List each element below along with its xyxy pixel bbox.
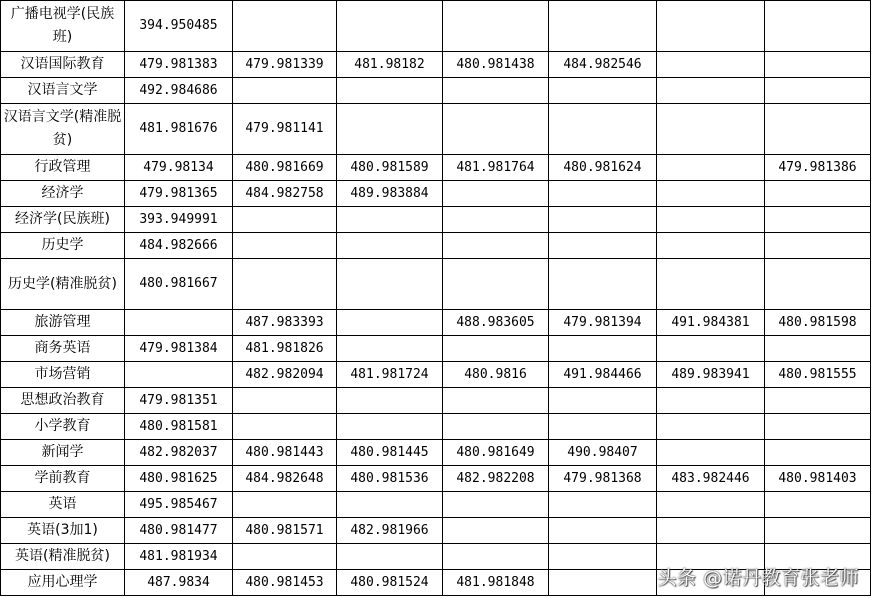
score-cell (765, 414, 871, 440)
score-cell (765, 233, 871, 259)
score-cell (233, 1, 337, 52)
score-cell: 480.981669 (233, 155, 337, 181)
table-row (1, 207, 871, 233)
major-name-cell: 广播电视学(民族班) (1, 1, 125, 52)
score-cell: 495.985467 (125, 492, 233, 518)
score-cell: 480.981571 (233, 518, 337, 544)
score-cell (549, 492, 657, 518)
major-name-cell: 英语(3加1) (1, 518, 125, 544)
score-cell (657, 233, 765, 259)
score-cell (549, 78, 657, 104)
table-row (1, 466, 871, 492)
score-cell: 480.981667 (125, 259, 233, 310)
score-cell (233, 259, 337, 310)
table-row (1, 492, 871, 518)
score-cell: 480.9816 (443, 362, 549, 388)
score-cell: 479.981386 (765, 155, 871, 181)
score-cell (337, 310, 443, 336)
score-cell (443, 336, 549, 362)
score-cell: 492.984686 (125, 78, 233, 104)
table-row (1, 440, 871, 466)
table-row (1, 155, 871, 181)
score-cell: 489.983884 (337, 181, 443, 207)
score-cell: 487.9834 (125, 570, 233, 596)
major-name-cell: 学前教育 (1, 466, 125, 492)
major-name-cell: 汉语言文学 (1, 78, 125, 104)
table-row (1, 52, 871, 78)
score-cell: 480.981443 (233, 440, 337, 466)
score-cell (657, 78, 765, 104)
table-row (1, 362, 871, 388)
score-cell (443, 414, 549, 440)
score-cell: 479.981365 (125, 181, 233, 207)
score-cell: 479.98134 (125, 155, 233, 181)
score-cell: 481.981764 (443, 155, 549, 181)
score-cell (765, 336, 871, 362)
score-cell: 482.982094 (233, 362, 337, 388)
score-cell: 481.981724 (337, 362, 443, 388)
score-cell: 480.981581 (125, 414, 233, 440)
score-cell (233, 544, 337, 570)
score-cell: 490.98407 (549, 440, 657, 466)
score-cell (657, 52, 765, 78)
score-cell (233, 492, 337, 518)
score-cell (657, 259, 765, 310)
score-cell: 393.949991 (125, 207, 233, 233)
major-name-cell: 历史学 (1, 233, 125, 259)
score-cell (125, 310, 233, 336)
score-cell: 491.984381 (657, 310, 765, 336)
score-cell: 487.983393 (233, 310, 337, 336)
major-name-cell: 英语 (1, 492, 125, 518)
score-cell: 483.982446 (657, 466, 765, 492)
score-cell (765, 181, 871, 207)
score-cell: 394.950485 (125, 1, 233, 52)
score-cell: 489.983941 (657, 362, 765, 388)
watermark: 头条 @诺丹教育张老师 (657, 567, 859, 589)
score-cell: 484.982666 (125, 233, 233, 259)
score-cell: 480.981524 (337, 570, 443, 596)
score-cell: 479.981368 (549, 466, 657, 492)
score-cell: 482.982037 (125, 440, 233, 466)
score-cell (337, 233, 443, 259)
table-row (1, 1, 871, 52)
score-cell (337, 207, 443, 233)
score-cell (657, 492, 765, 518)
score-cell (657, 155, 765, 181)
major-name-cell: 应用心理学 (1, 570, 125, 596)
score-cell (549, 104, 657, 155)
score-cell (443, 1, 549, 52)
table-row (1, 181, 871, 207)
score-cell (657, 104, 765, 155)
score-cell: 484.982648 (233, 466, 337, 492)
major-name-cell: 思想政治教育 (1, 388, 125, 414)
score-cell (443, 104, 549, 155)
score-cell (549, 518, 657, 544)
major-name-cell: 小学教育 (1, 414, 125, 440)
score-cell (765, 78, 871, 104)
score-cell: 480.981598 (765, 310, 871, 336)
score-cell (765, 492, 871, 518)
score-cell (549, 233, 657, 259)
score-cell (443, 207, 549, 233)
score-cell (765, 52, 871, 78)
score-cell (765, 388, 871, 414)
score-cell: 480.981445 (337, 440, 443, 466)
score-cell (549, 336, 657, 362)
major-name-cell: 经济学(民族班) (1, 207, 125, 233)
score-cell (233, 388, 337, 414)
table-row (1, 388, 871, 414)
major-name-cell: 行政管理 (1, 155, 125, 181)
score-cell (443, 492, 549, 518)
score-cell: 480.981477 (125, 518, 233, 544)
score-cell: 479.981141 (233, 104, 337, 155)
score-cell (443, 78, 549, 104)
major-name-cell: 汉语国际教育 (1, 52, 125, 78)
score-cell (657, 207, 765, 233)
score-cell: 484.982758 (233, 181, 337, 207)
score-cell (337, 492, 443, 518)
score-cell: 480.981649 (443, 440, 549, 466)
table-row (1, 78, 871, 104)
score-cell: 481.981676 (125, 104, 233, 155)
major-name-cell: 经济学 (1, 181, 125, 207)
score-cell: 480.981624 (549, 155, 657, 181)
score-cell: 481.981934 (125, 544, 233, 570)
score-cell (765, 518, 871, 544)
score-cell (337, 544, 443, 570)
score-cell (233, 78, 337, 104)
score-cell: 480.981589 (337, 155, 443, 181)
score-cell: 482.981966 (337, 518, 443, 544)
score-cell: 484.982546 (549, 52, 657, 78)
score-cell (233, 207, 337, 233)
score-cell: 479.981339 (233, 52, 337, 78)
score-cell (765, 207, 871, 233)
score-cell (657, 1, 765, 52)
score-cell (765, 259, 871, 310)
score-cell: 479.981383 (125, 52, 233, 78)
score-cell: 480.981403 (765, 466, 871, 492)
major-name-cell: 新闻学 (1, 440, 125, 466)
score-cell: 479.981384 (125, 336, 233, 362)
table-row (1, 310, 871, 336)
score-cell (337, 388, 443, 414)
major-name-cell: 汉语言文学(精准脱贫) (1, 104, 125, 155)
score-cell: 480.981438 (443, 52, 549, 78)
score-cell (337, 1, 443, 52)
table-row (1, 104, 871, 155)
score-cell: 480.981536 (337, 466, 443, 492)
table-row (1, 336, 871, 362)
score-cell: 488.983605 (443, 310, 549, 336)
score-cell (337, 259, 443, 310)
score-cell (657, 440, 765, 466)
score-cell: 479.981351 (125, 388, 233, 414)
score-cell (443, 544, 549, 570)
score-cell: 482.982208 (443, 466, 549, 492)
score-cell (549, 570, 657, 596)
score-cell: 480.981625 (125, 466, 233, 492)
score-cell (337, 336, 443, 362)
score-cell (549, 544, 657, 570)
score-cell: 480.981555 (765, 362, 871, 388)
score-cell (765, 440, 871, 466)
score-cell (765, 104, 871, 155)
major-name-cell: 商务英语 (1, 336, 125, 362)
score-cell (337, 78, 443, 104)
score-cell (443, 181, 549, 207)
score-cell (549, 388, 657, 414)
score-cell (233, 233, 337, 259)
table-row (1, 414, 871, 440)
table-row (1, 259, 871, 310)
score-cell (549, 181, 657, 207)
score-cell (337, 104, 443, 155)
score-cell (233, 414, 337, 440)
major-name-cell: 历史学(精准脱贫) (1, 259, 125, 310)
table-row (1, 518, 871, 544)
score-cell (443, 518, 549, 544)
score-cell (443, 233, 549, 259)
score-cell: 481.981826 (233, 336, 337, 362)
score-cell: 481.98182 (337, 52, 443, 78)
score-cell (125, 362, 233, 388)
score-cell: 479.981394 (549, 310, 657, 336)
score-cell (657, 414, 765, 440)
score-cell (549, 207, 657, 233)
major-name-cell: 旅游管理 (1, 310, 125, 336)
score-cell (337, 414, 443, 440)
score-cell (549, 259, 657, 310)
score-cell (657, 181, 765, 207)
score-cell (549, 414, 657, 440)
table-body (1, 1, 871, 596)
score-cell: 491.984466 (549, 362, 657, 388)
table-row (1, 233, 871, 259)
score-cell (549, 1, 657, 52)
score-cell: 481.981848 (443, 570, 549, 596)
score-cell (657, 518, 765, 544)
score-cell (657, 388, 765, 414)
major-name-cell: 英语(精准脱贫) (1, 544, 125, 570)
score-cell (443, 259, 549, 310)
score-cell (443, 388, 549, 414)
major-name-cell: 市场营销 (1, 362, 125, 388)
score-cell: 480.981453 (233, 570, 337, 596)
score-cell (765, 1, 871, 52)
score-cell (657, 336, 765, 362)
